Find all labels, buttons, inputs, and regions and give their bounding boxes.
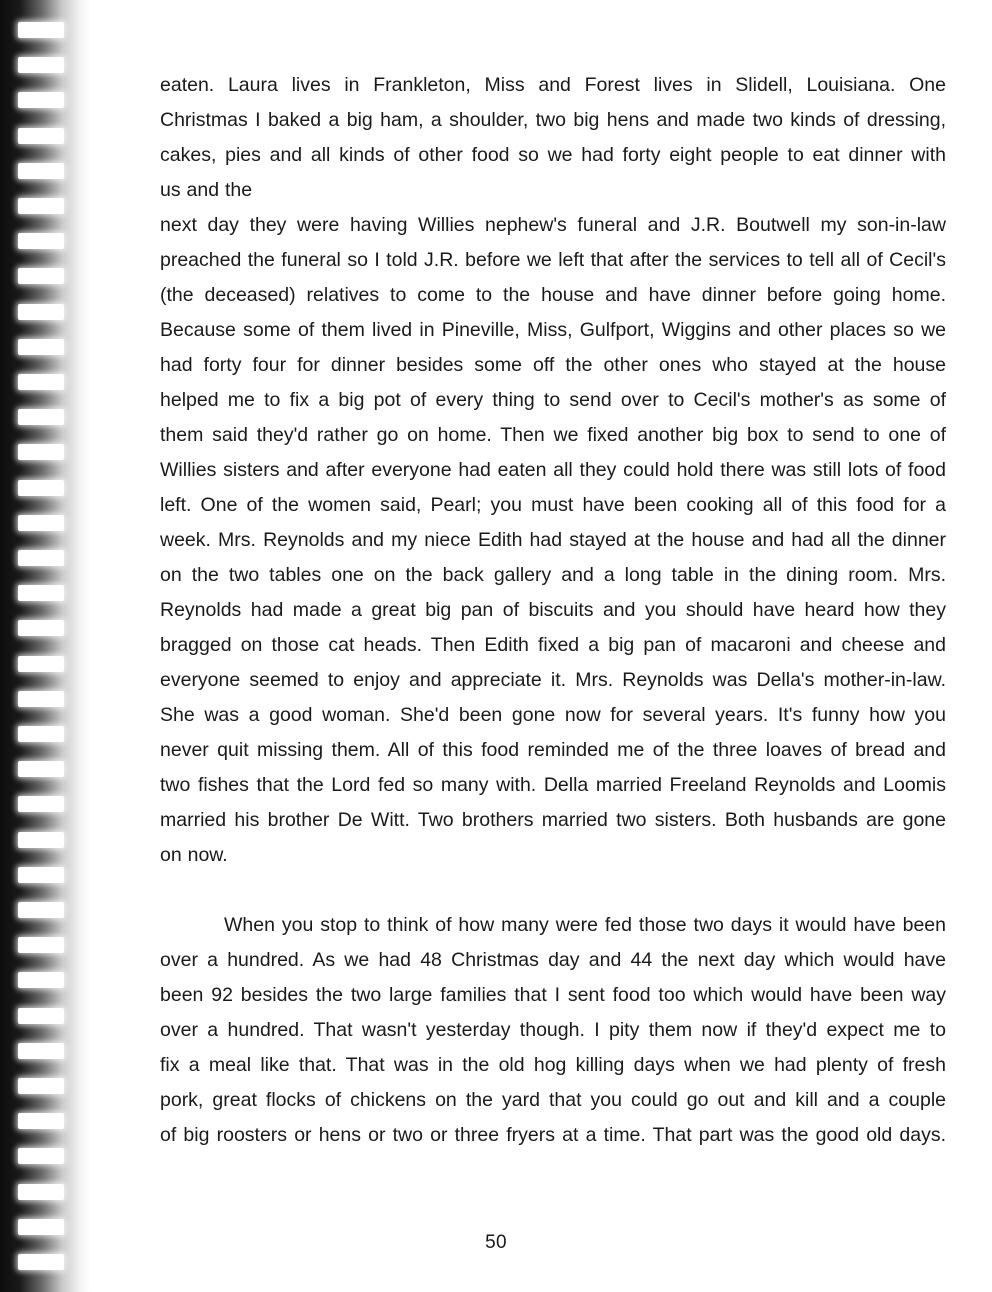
page-number: 50 <box>485 1232 507 1253</box>
paragraph-1 <box>160 68 946 873</box>
binding-hole <box>18 233 64 249</box>
text-line: eaten. Laura lives in Frankleton, Miss and Forest lives in Slidell, Louisiana. One <box>160 74 946 96</box>
text-line: over a hundred. As we had 48 Christmas day and 44 the next day which would have <box>160 949 946 971</box>
text-line: everyone seemed to enjoy and appreciate it. Mrs. Reynolds was Della's mother-in-law. <box>160 669 946 691</box>
text-line: them said they'd rather go on home. Then we fixed another big box to send to one of <box>160 424 946 446</box>
binding-hole <box>18 1078 64 1094</box>
text-line: Reynolds had made a great big pan of biscuits and you should have heard how they <box>160 599 946 621</box>
binding-hole <box>18 937 64 953</box>
text-line: Christmas I baked a big ham, a shoulder, two big hens and made two kinds of dressing, <box>160 109 946 131</box>
text-line: married his brother De Witt. Two brothers married two sisters. Both husbands are gone <box>160 809 946 831</box>
paragraph-spacer <box>160 873 946 908</box>
binding-hole <box>18 374 64 390</box>
binding-hole <box>18 691 64 707</box>
binding-hole <box>18 515 64 531</box>
binding-hole <box>18 1043 64 1059</box>
binding-hole <box>18 1008 64 1024</box>
text-line: She was a good woman. She'd been gone now for several years. It's funny how you <box>160 704 946 726</box>
binding-hole <box>18 22 64 38</box>
binding-hole <box>18 304 64 320</box>
text-line: preached the funeral so I told J.R. before we left that after the services to tell all of Cecil's <box>160 249 946 271</box>
binding-hole <box>18 761 64 777</box>
text-line: been 92 besides the two large families that I sent food too which would have been way <box>160 984 946 1006</box>
binding-hole <box>18 128 64 144</box>
binding-hole <box>18 656 64 672</box>
text-line: on the two tables one on the back gallery and a long table in the dining room. Mrs. <box>160 564 946 586</box>
binding-hole <box>18 198 64 214</box>
binding-hole <box>18 268 64 284</box>
text-line: Because some of them lived in Pineville, Miss, Gulfport, Wiggins and other places so we <box>160 319 946 341</box>
binding-hole <box>18 550 64 566</box>
text-line: over a hundred. That wasn't yesterday though. I pity them now if they'd expect me to <box>160 1019 946 1041</box>
spiral-binding-edge <box>0 0 90 1292</box>
text-line: (the deceased) relatives to come to the house and have dinner before going home. <box>160 284 946 306</box>
binding-hole <box>18 726 64 742</box>
text-line: When you stop to think of how many were fed those two days it would have been <box>224 914 946 936</box>
text-line: two fishes that the Lord fed so many with. Della married Freeland Reynolds and Loomis <box>160 774 946 796</box>
text-line: next day they were having Willies nephew's funeral and J.R. Boutwell my son-in-law <box>160 214 946 236</box>
binding-hole <box>18 339 64 355</box>
binding-hole <box>18 585 64 601</box>
binding-hole <box>18 972 64 988</box>
text-line: fix a meal like that. That was in the old hog killing days when we had plenty of fresh <box>160 1054 946 1076</box>
paragraph-2 <box>160 908 946 1153</box>
binding-hole <box>18 444 64 460</box>
binding-hole <box>18 163 64 179</box>
binding-hole <box>18 796 64 812</box>
binding-hole <box>18 1113 64 1129</box>
binding-hole <box>18 832 64 848</box>
text-line: week. Mrs. Reynolds and my niece Edith had stayed at the house and had all the dinner <box>160 529 946 551</box>
text-line: cakes, pies and all kinds of other food so we had forty eight people to eat dinner with <box>160 144 946 166</box>
binding-hole <box>18 480 64 496</box>
text-line: Willies sisters and after everyone had eaten all they could hold there was still lots of food <box>160 459 946 481</box>
binding-hole <box>18 620 64 636</box>
text-line: us and the <box>160 179 253 201</box>
binding-hole <box>18 867 64 883</box>
binding-hole <box>18 409 64 425</box>
text-line: bragged on those cat heads. Then Edith fixed a big pan of macaroni and cheese and <box>160 634 946 656</box>
text-line: had forty four for dinner besides some off the other ones who stayed at the house <box>160 354 946 376</box>
document-page <box>160 68 946 1153</box>
binding-holes <box>18 0 70 1292</box>
text-line: pork, great flocks of chickens on the yard that you could go out and kill and a couple <box>160 1089 946 1111</box>
binding-hole <box>18 1148 64 1164</box>
binding-hole <box>18 57 64 73</box>
text-line: of big roosters or hens or two or three fryers at a time. That part was the good old days. <box>160 1124 946 1146</box>
text-line: left. One of the women said, Pearl; you must have been cooking all of this food for a <box>160 494 946 516</box>
binding-hole <box>18 1254 64 1270</box>
binding-hole <box>18 902 64 918</box>
binding-hole <box>18 92 64 108</box>
binding-hole <box>18 1184 64 1200</box>
text-line: helped me to fix a big pot of every thing to send over to Cecil's mother's as some of <box>160 389 946 411</box>
text-line: on now. <box>160 844 228 866</box>
text-line: never quit missing them. All of this food reminded me of the three loaves of bread and <box>160 739 946 761</box>
